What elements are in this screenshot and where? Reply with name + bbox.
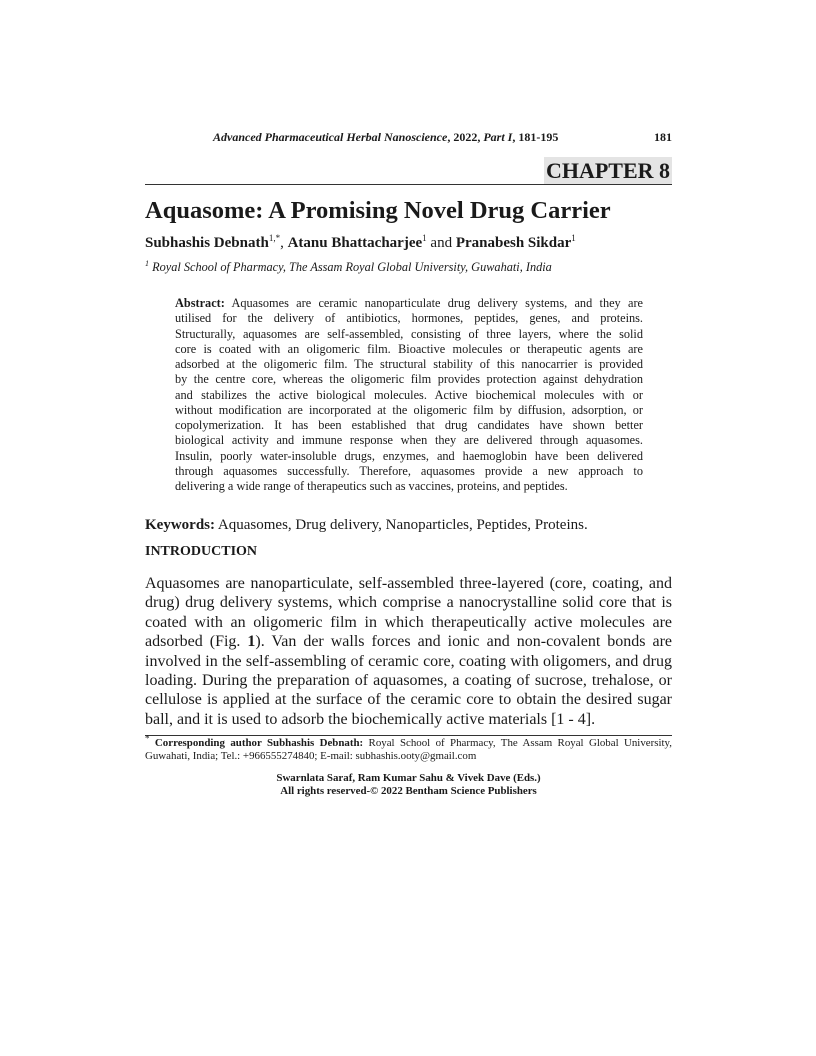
abstract: [175, 296, 643, 494]
abstract-line: and stabilizes the active biological molecules. Active biochemical molecules with or: [175, 387, 643, 402]
keywords: [145, 516, 588, 535]
figure-ref[interactable]: 1: [247, 633, 256, 651]
abstract-text: Aquasomes are ceramic nanoparticulate drug delivery systems, and they are: [224, 296, 643, 310]
body-line: involved in the self-assembling of ceramic core, coating with oligomers, and drug: [145, 652, 672, 670]
editors-line: Swarnlata Saraf, Ram Kumar Sahu & Vivek Dave (Eds.): [276, 772, 541, 784]
chapter-label: CHAPTER 8: [545, 158, 670, 183]
abstract-line: utilised for the delivery of antibiotics, hormones, peptides, genes, and proteins.: [175, 311, 643, 326]
author-sup: 1: [422, 233, 427, 243]
body-line: [145, 632, 672, 651]
section-heading: INTRODUCTION: [145, 544, 258, 559]
page-range: , 181-195: [512, 130, 559, 144]
part: Part I: [483, 130, 513, 144]
affiliation-text: Royal School of Pharmacy, The Assam Royal Global University, Guwahati, India: [149, 260, 552, 274]
keywords-text: Aquasomes, Drug delivery, Nanoparticles, Peptides, Proteins.: [215, 517, 588, 533]
affiliation: [145, 259, 552, 275]
footnote-label: Corresponding author Subhashis Debnath:: [149, 737, 364, 749]
abstract-line: delivering a wide range of therapeutics such as vaccines, proteins, and peptides.: [175, 479, 568, 493]
abstract-line: core is coated with an oligomeric film. Bioactive molecules or therapeutic agents are: [175, 341, 643, 356]
journal-citation: [213, 130, 558, 145]
journal-name: Advanced Pharmaceutical Herbal Nanoscience: [213, 130, 448, 144]
copyright-line: All rights reserved-© 2022 Bentham Science Publishers: [280, 785, 537, 797]
sep: and: [426, 235, 456, 251]
abstract-line: [175, 296, 643, 311]
body-line: ball, and it is used to adsorb the biochemically active materials [1 - 4].: [145, 710, 596, 728]
body-line: coated with an oligomeric film in which therapeutically active molecules are: [145, 613, 672, 631]
abstract-line: through aquasomes successfully. Therefore, aquasomes provide a new approach to: [175, 463, 643, 478]
abstract-line: Insulin, poorly water-insoluble drugs, enzymes, and haemoglobin have been delivered: [175, 448, 643, 463]
affiliation-sup: 1: [145, 258, 149, 268]
footnote-text: Royal School of Pharmacy, The Assam Royal Global University,: [363, 737, 672, 749]
abstract-line: adsorbed at the oligomeric film. The structural stability of this nanocarrier is provided: [175, 357, 643, 371]
author-sup: 1: [571, 233, 576, 243]
footnote-line: [145, 733, 672, 750]
footnote: [145, 733, 672, 763]
footnote-mark: *: [145, 733, 150, 744]
abstract-line: by the centre core, whereas the oligomeric film provides protection against dehydration: [175, 372, 643, 387]
footnote-divider: [145, 735, 672, 736]
footnote-line: Guwahati, India; Tel.: +966555274840; E-mail: subhashis.ooty@gmail.com: [145, 750, 477, 762]
abstract-line: without modification are incorporated at the oligomeric film by diffusion, adsorption, or: [175, 402, 643, 417]
author-name: Atanu Bhattacharjee: [287, 235, 423, 251]
body-line: cellulose is applied at the surface of the ceramic core to obtain the desired sugar: [145, 691, 672, 709]
body-line: drug) drug delivery systems, which comprise a nanocrystalline solid core that is: [145, 594, 672, 612]
author-list: [145, 234, 576, 253]
running-header: [145, 130, 672, 146]
chapter-title: Aquasome: A Promising Novel Drug Carrier: [145, 197, 611, 224]
page-number: 181: [654, 130, 672, 144]
editors-credit: [145, 772, 672, 798]
text: ). Van der walls forces and ionic and non-covalent bonds are: [255, 633, 673, 651]
text: adsorbed (Fig.: [145, 633, 248, 651]
abstract-line: Structurally, aquasomes are self-assembled, consisting of three layers, where the solid: [175, 326, 643, 341]
body-line: loading. During the preparation of aquasomes, a coating of sucrose, trehalose, or: [145, 672, 672, 690]
abstract-label: Abstract:: [175, 296, 225, 310]
body-line: Aquasomes are nanoparticulate, self-assembled three-layered (core, coating, and: [145, 575, 672, 592]
year: , 2022,: [447, 130, 484, 144]
introduction-body: [145, 574, 672, 729]
keywords-label: Keywords:: [145, 517, 215, 533]
author-name: Pranabesh Sikdar: [455, 235, 572, 251]
author-sup: 1,*: [268, 233, 281, 243]
sep: ,: [280, 235, 288, 251]
author-name: Subhashis Debnath: [145, 235, 269, 251]
abstract-line: copolymerization. It has been established that drug candidates have shown better: [175, 418, 643, 432]
header-divider: [145, 184, 672, 185]
abstract-line: biological activity and immune response when they are delivered through aquasomes.: [175, 433, 643, 448]
